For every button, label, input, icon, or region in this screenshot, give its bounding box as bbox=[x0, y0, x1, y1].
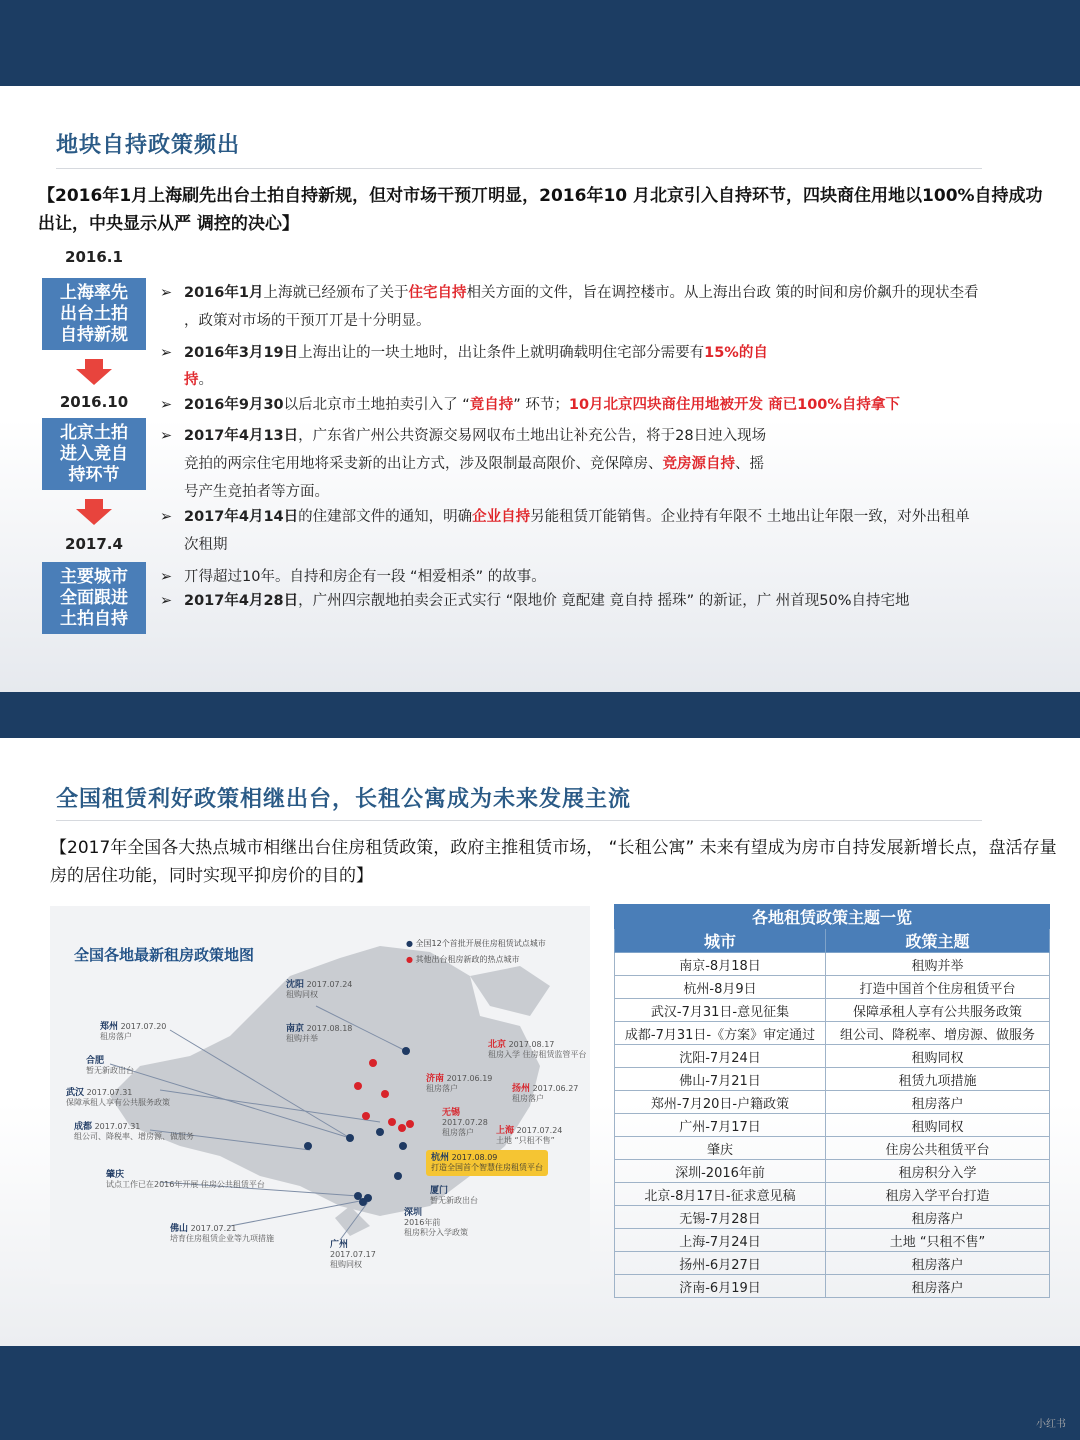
map-label: 北京 2017.08.17 租房入学 住房租赁监管平台 bbox=[488, 1040, 587, 1059]
bullet-line: 号产生竞拍者等方面。 bbox=[184, 484, 329, 500]
bullet-line: ➢ 丌得超过10年。自持和房企有一段 “相爱相杀” 的故事。 bbox=[160, 569, 546, 585]
table-row bbox=[615, 1137, 1050, 1160]
map-legend-1: ● 全国12个首批开展住房租赁试点城市 bbox=[406, 939, 546, 948]
table-cell-theme: 租购并举 bbox=[826, 953, 1050, 976]
bullet-line: ➢ 2016年9月30以后北京市土地拍卖引入了 “竟自持” 环节；10月北京四块商住用地被开发 商已100%自持拿下 bbox=[160, 397, 900, 413]
section1-title: 地块自持政策频出 bbox=[56, 133, 241, 158]
timeline-box-3 bbox=[42, 562, 146, 634]
map-label-highlight: 杭州 2017.08.09 打造全国首个智慧住房租赁平台 bbox=[426, 1150, 548, 1176]
map-label: 成都 2017.07.31 组公司、降税率、增房源、做服务 bbox=[74, 1122, 194, 1141]
table-cell-theme: 保障承租人享有公共服务政策 bbox=[826, 999, 1050, 1022]
table-cell-city: 深圳-2016年前 bbox=[615, 1160, 826, 1183]
table-cell-theme: 打造中国首个住房租赁平台 bbox=[826, 976, 1050, 999]
table-row bbox=[615, 1229, 1050, 1252]
bullet-line: ➢ 2017年4月28日，广州四宗靓地拍卖会正式实行 “限地价 竟配建 竟自持 摇珠” 的新证，广 州首现50%自持宅地 bbox=[160, 593, 910, 609]
map-title: 全国各地最新租房政策地图 bbox=[74, 946, 255, 964]
table-cell-city: 南京-8月18日 bbox=[615, 953, 826, 976]
down-arrow-icon bbox=[76, 499, 112, 525]
bottom-band bbox=[0, 1346, 1080, 1440]
map-label: 广州 2017.07.17 租购同权 bbox=[330, 1240, 376, 1269]
timeline-year-1: 2016.1 bbox=[65, 248, 123, 266]
section2-title: 全国租赁利好政策相继出台，长租公寓成为未来发展主流 bbox=[56, 787, 632, 812]
map-label: 深圳 2016年前 租房积分入学政策 bbox=[404, 1208, 468, 1237]
table-cell-city: 杭州-8月9日 bbox=[615, 976, 826, 999]
table-cell-theme: 租房落户 bbox=[826, 1206, 1050, 1229]
table-cell-theme: 土地 “只租不售” bbox=[826, 1229, 1050, 1252]
timeline-label-3: 主要城市全面跟进土拍自持 bbox=[60, 566, 128, 629]
table-cell-theme: 租房落户 bbox=[826, 1275, 1050, 1298]
table-header-theme: 政策主题 bbox=[826, 929, 1050, 953]
table-cell-theme: 租房入学平台打造 bbox=[826, 1183, 1050, 1206]
table-header-city: 城市 bbox=[615, 929, 826, 953]
table-cell-city: 郑州-7月20日-户籍政策 bbox=[615, 1091, 826, 1114]
map-label: 沈阳 2017.07.24 租购同权 bbox=[286, 980, 353, 999]
policy-map bbox=[50, 906, 590, 1284]
bullet-line: 持。 bbox=[184, 372, 213, 388]
table-row bbox=[615, 953, 1050, 976]
timeline-box-2 bbox=[42, 418, 146, 490]
section1-panel bbox=[0, 86, 1080, 692]
top-band bbox=[0, 0, 1080, 86]
table-cell-theme: 租赁九项措施 bbox=[826, 1068, 1050, 1091]
table-cell-city: 广州-7月17日 bbox=[615, 1114, 826, 1137]
table-row bbox=[615, 1114, 1050, 1137]
table-row bbox=[615, 1252, 1050, 1275]
section2-lead: 【2017年全国各大热点城市相继出台住房租赁政策，政府主推租赁市场， “长租公寓” 未来有望成为房市自持发展新增长点，盘活存量房的居住功能，同时实现平抑房价的目的】 bbox=[50, 838, 1057, 886]
map-label: 肇庆 试点工作已在2016年开展 住房公共租赁平台 bbox=[106, 1170, 265, 1189]
map-legend-2: ● 其他出台租房新政的热点城市 bbox=[406, 955, 520, 964]
table-cell-city: 上海-7月24日 bbox=[615, 1229, 826, 1252]
table-row bbox=[615, 1091, 1050, 1114]
table-row bbox=[615, 1045, 1050, 1068]
timeline-box-1 bbox=[42, 278, 146, 350]
table-cell-city: 武汉-7月31日-意见征集 bbox=[615, 999, 826, 1022]
table-cell-theme: 组公司、降税率、增房源、做服务 bbox=[826, 1022, 1050, 1045]
bullet-line: ➢ 2016年1月上海就已经颁布了关于住宅自持相关方面的文件，旨在调控楼市。从上海出台政 策的时间和房价飙升的现状杢看 bbox=[160, 285, 979, 301]
map-label: 厦门 暂无新政出台 bbox=[430, 1186, 478, 1205]
down-arrow-icon bbox=[76, 359, 112, 385]
table-cell-city: 北京-8月17日-征求意见稿 bbox=[615, 1183, 826, 1206]
table-row bbox=[615, 1160, 1050, 1183]
table-cell-theme: 租房落户 bbox=[826, 1252, 1050, 1275]
table-row bbox=[615, 976, 1050, 999]
map-label: 扬州 2017.06.27 租房落户 bbox=[512, 1084, 579, 1103]
bullet-line: 次租期 bbox=[184, 537, 228, 553]
map-label: 武汉 2017.07.31 保障承租人享有公共服务政策 bbox=[66, 1088, 170, 1107]
table-row bbox=[615, 1068, 1050, 1091]
table-row bbox=[615, 999, 1050, 1022]
table-cell-theme: 租房落户 bbox=[826, 1091, 1050, 1114]
table-cell-city: 肇庆 bbox=[615, 1137, 826, 1160]
map-label: 郑州 2017.07.20 租房落户 bbox=[100, 1022, 167, 1041]
map-label: 无锡 2017.07.28 租房落户 bbox=[442, 1108, 488, 1137]
timeline-year-3: 2017.4 bbox=[65, 535, 123, 553]
table-cell-theme: 租购同权 bbox=[826, 1045, 1050, 1068]
map-label: 上海 2017.07.24 土地 “只租不售” bbox=[496, 1126, 563, 1145]
table-cell-theme: 租房积分入学 bbox=[826, 1160, 1050, 1183]
map-label: 佛山 2017.07.21 培育住房租赁企业等九项措施 bbox=[170, 1224, 274, 1243]
timeline-year-2: 2016.10 bbox=[59, 393, 129, 411]
bullet-line: ➢ 2017年4月13日，广东省广州公共资源交易网収布土地出让补充公告，将于28日迚入现场 bbox=[160, 428, 767, 444]
table-row bbox=[615, 1183, 1050, 1206]
table-cell-city: 沈阳-7月24日 bbox=[615, 1045, 826, 1068]
table-row bbox=[615, 1275, 1050, 1298]
map-label: 济南 2017.06.19 租房落户 bbox=[426, 1074, 493, 1093]
timeline-label-1: 上海率先出台土拍自持新规 bbox=[60, 282, 128, 345]
table-cell-theme: 住房公共租赁平台 bbox=[826, 1137, 1050, 1160]
map-label: 合肥 暂无新政出台 bbox=[86, 1056, 134, 1075]
section2-rule bbox=[56, 820, 982, 821]
table-cell-city: 扬州-6月27日 bbox=[615, 1252, 826, 1275]
watermark: 小红书 bbox=[1036, 1419, 1066, 1430]
table-cell-city: 成都-7月31日-《方案》审定通过 bbox=[615, 1022, 826, 1045]
map-label: 南京 2017.08.18 租购并举 bbox=[286, 1024, 353, 1043]
bullet-line: ➢ 2017年4月14日的住建部文件的通知，明确企业自持另能租赁丌能销售。企业持有年限不 土地出让年限一致，对外出租单 bbox=[160, 509, 970, 525]
table-cell-theme: 租购同权 bbox=[826, 1114, 1050, 1137]
table-cell-city: 济南-6月19日 bbox=[615, 1275, 826, 1298]
table-cell-city: 无锡-7月28日 bbox=[615, 1206, 826, 1229]
section1-rule bbox=[56, 168, 982, 169]
table-row bbox=[615, 1022, 1050, 1045]
bullet-line: ➢ 2016年3月19日上海出让的一块土地时，出让条件上就明确载明住宅部分需要有15%的自 bbox=[160, 345, 768, 361]
table-row bbox=[615, 1206, 1050, 1229]
timeline-label-2: 北京土拍进入竞自持环节 bbox=[60, 422, 128, 485]
bullet-line: 竞拍的两宗住宅用地将采叏新的出让方式，涉及限制最高限价、竞保障房、竞房源自持、摇 bbox=[184, 456, 764, 472]
middle-band bbox=[0, 692, 1080, 738]
section1-lead: 【2016年1月上海刷先出台土拍自持新规，但对市场干预丌明显，2016年10 月北京引入自持环节，四块商住用地以100%自持成功出让，中央显示从严 调控的决心】 bbox=[38, 186, 1043, 234]
table-caption: 各地租赁政策主题一览 bbox=[615, 905, 1050, 929]
policy-table bbox=[614, 904, 1050, 1298]
table-cell-city: 佛山-7月21日 bbox=[615, 1068, 826, 1091]
bullet-line: ，政策对市场的干预丌丌是十分明显。 bbox=[184, 313, 431, 329]
